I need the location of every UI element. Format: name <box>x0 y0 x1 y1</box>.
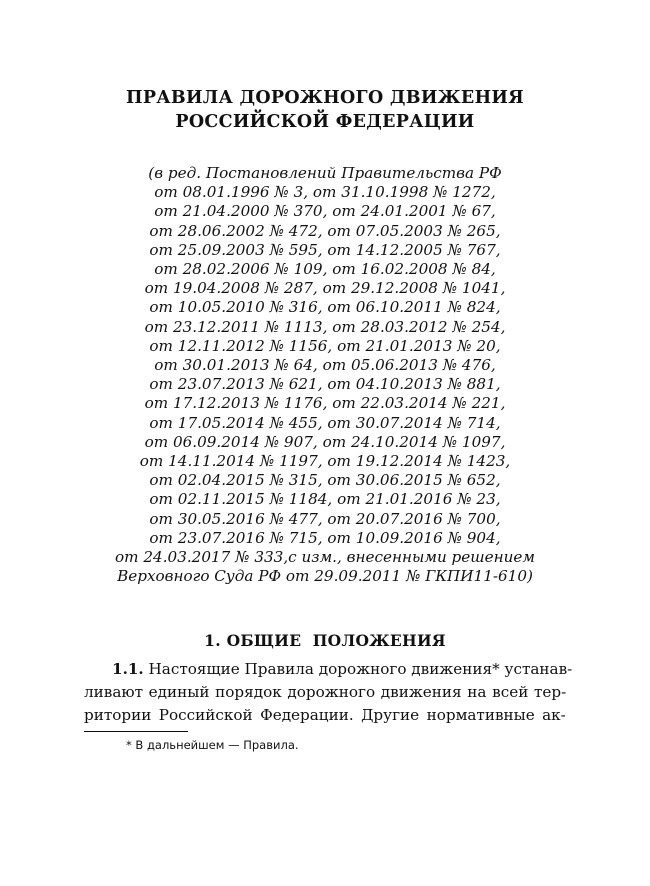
amendment-line: (в ред. Постановлений Правительства РФ <box>148 164 502 182</box>
amendments-block <box>0 164 650 586</box>
amendment-line: от 21.04.2000 № 370, от 24.01.2001 № 67, <box>154 202 496 221</box>
amendment-line: от 19.04.2008 № 287, от 29.12.2008 № 1041, <box>144 279 506 298</box>
amendment-line: Верховного Суда РФ от 29.09.2011 № ГКПИ11-610) <box>117 567 533 586</box>
amendment-line: от 08.01.1996 № 3, от 31.10.1998 № 1272, <box>154 183 496 202</box>
amendment-line: от 23.12.2011 № 1113, от 28.03.2012 № 254, <box>144 317 506 336</box>
document-title-line-2: РОССИЙСКОЙ ФЕДЕРАЦИИ <box>175 112 475 132</box>
amendment-line: от 28.02.2006 № 109, от 16.02.2008 № 84, <box>154 260 496 279</box>
amendment-line: от 24.03.2017 № 333,с изм., внесенными решением <box>115 548 535 567</box>
amendment-line: от 02.11.2015 № 1184, от 21.01.2016 № 23, <box>149 490 501 509</box>
amendment-line: от 17.05.2014 № 455, от 30.07.2014 № 714, <box>149 413 501 432</box>
amendment-line: от 02.04.2015 № 315, от 30.06.2015 № 652, <box>149 471 501 490</box>
paragraph-line-2: ливают единый порядок дорожного движения на всей тер- <box>84 683 567 701</box>
amendment-line: от 17.12.2013 № 1176, от 22.03.2014 № 221, <box>144 394 506 413</box>
amendment-line: от 25.09.2003 № 595, от 14.12.2005 № 767, <box>149 240 501 259</box>
amendment-line: от 28.06.2002 № 472, от 07.05.2003 № 265, <box>149 221 501 240</box>
paragraph-line-3: ритории Российской Федерации. Другие нормативные ак- <box>84 706 566 724</box>
amendment-line: от 30.05.2016 № 477, от 20.07.2016 № 700, <box>149 509 501 528</box>
footnote-divider <box>84 731 188 732</box>
amendment-line: от 06.09.2014 № 907, от 24.10.2014 № 1097, <box>144 432 506 451</box>
paragraph-text: Настоящие Правила дорожного движения* устанав- <box>148 660 573 678</box>
amendment-line: от 10.05.2010 № 316, от 06.10.2011 № 824, <box>149 298 501 317</box>
paragraph-line-1 <box>112 660 573 678</box>
amendment-line: от 23.07.2016 № 715, от 10.09.2016 № 904, <box>149 528 501 547</box>
paragraph-number: 1.1. <box>112 660 144 678</box>
document-title-line-1: ПРАВИЛА ДОРОЖНОГО ДВИЖЕНИЯ <box>126 88 524 108</box>
section-heading: 1. ОБЩИЕ ПОЛОЖЕНИЯ <box>204 631 446 650</box>
amendment-line: от 14.11.2014 № 1197, от 19.12.2014 № 1423, <box>139 452 511 471</box>
amendment-line: от 23.07.2013 № 621, от 04.10.2013 № 881, <box>149 375 501 394</box>
footnote: * В дальнейшем — Правила. <box>126 738 299 752</box>
amendment-line: от 30.01.2013 № 64, от 05.06.2013 № 476, <box>154 356 496 375</box>
amendment-line: от 12.11.2012 № 1156, от 21.01.2013 № 20, <box>149 336 501 355</box>
